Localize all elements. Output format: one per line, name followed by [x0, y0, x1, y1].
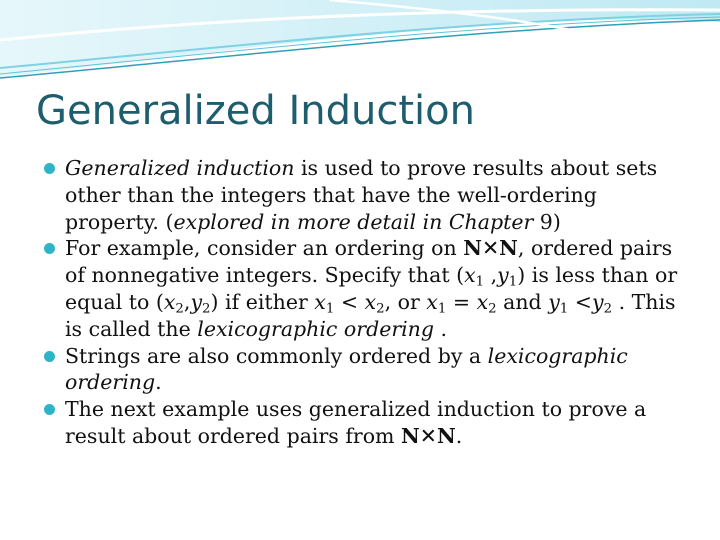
- subscript: 1: [559, 301, 569, 317]
- less-than-symbol: <: [568, 289, 592, 314]
- text-run: .: [455, 423, 463, 448]
- text-run: . This is called the: [65, 289, 676, 341]
- var-x: x: [464, 263, 476, 288]
- var-y: y: [591, 289, 604, 314]
- slide-title: Generalized Induction: [36, 88, 475, 134]
- var-y: y: [497, 263, 509, 288]
- bullet-item-4: [42, 396, 682, 450]
- text-run: .: [155, 370, 162, 395]
- text-run: , or: [384, 289, 427, 314]
- term-generalized-induction: Generalized induction: [65, 156, 301, 180]
- bullet-item-3: [42, 343, 682, 397]
- text-run: , ordered pairs of nonnegative integers. Specify that (: [65, 236, 673, 288]
- text-run: For example, consider an ordering on: [65, 236, 464, 261]
- var-y: y: [190, 289, 203, 314]
- var-x: x: [163, 289, 176, 314]
- var-y: y: [548, 289, 560, 314]
- text-run: ) is less than or equal to (: [65, 263, 678, 314]
- text-run: and: [496, 289, 549, 314]
- subscript: 1: [325, 301, 335, 317]
- subscript: 2: [488, 301, 497, 317]
- less-than-symbol: <: [334, 289, 365, 314]
- var-x: x: [314, 289, 326, 314]
- text-run: is used to prove results about sets other than the integers that have the well-ordering property. (: [65, 156, 658, 234]
- bullet-dot-icon: [44, 243, 55, 254]
- subscript: 2: [603, 301, 613, 317]
- term-lexicographic-ordering: lexicographic ordering: [197, 316, 435, 341]
- text-run-italic: explored in more detail in Chapter: [173, 209, 534, 234]
- bullet-dot-icon: [44, 351, 55, 362]
- bullet-dot-icon: [44, 404, 55, 415]
- set-symbol: N: [463, 236, 482, 261]
- text-run: .: [434, 316, 448, 341]
- bullet-item-2: [42, 235, 682, 342]
- text-run: ,: [183, 289, 191, 314]
- decorative-banner: [0, 0, 720, 90]
- cross-symbol: ✕: [419, 423, 437, 448]
- subscript: 1: [475, 274, 485, 290]
- term-lexicographic-ordering: lexicographic ordering: [65, 343, 628, 395]
- set-symbol: N: [499, 236, 518, 261]
- text-run: The next example uses generalized induction to prove a result about ordered pairs from: [65, 397, 647, 448]
- var-x: x: [476, 289, 489, 314]
- text-run: Strings are also commonly ordered by a: [65, 343, 488, 368]
- bullet-item-1: [42, 155, 682, 235]
- text-run: ) if either: [210, 289, 315, 314]
- subscript: 2: [175, 301, 184, 317]
- var-x: x: [364, 289, 377, 314]
- bullet-dot-icon: [44, 163, 55, 174]
- subscript: 2: [376, 301, 385, 317]
- equals-symbol: =: [446, 289, 477, 314]
- text-run: ,: [484, 263, 498, 288]
- bullet-list: [42, 155, 682, 450]
- text-run: 9): [533, 209, 561, 234]
- set-symbol: N: [401, 423, 420, 448]
- subscript: 1: [437, 301, 447, 317]
- var-x: x: [426, 289, 438, 314]
- subscript: 1: [508, 274, 518, 290]
- subscript: 2: [202, 301, 211, 317]
- cross-symbol: ✕: [481, 236, 500, 261]
- set-symbol: N: [436, 423, 456, 448]
